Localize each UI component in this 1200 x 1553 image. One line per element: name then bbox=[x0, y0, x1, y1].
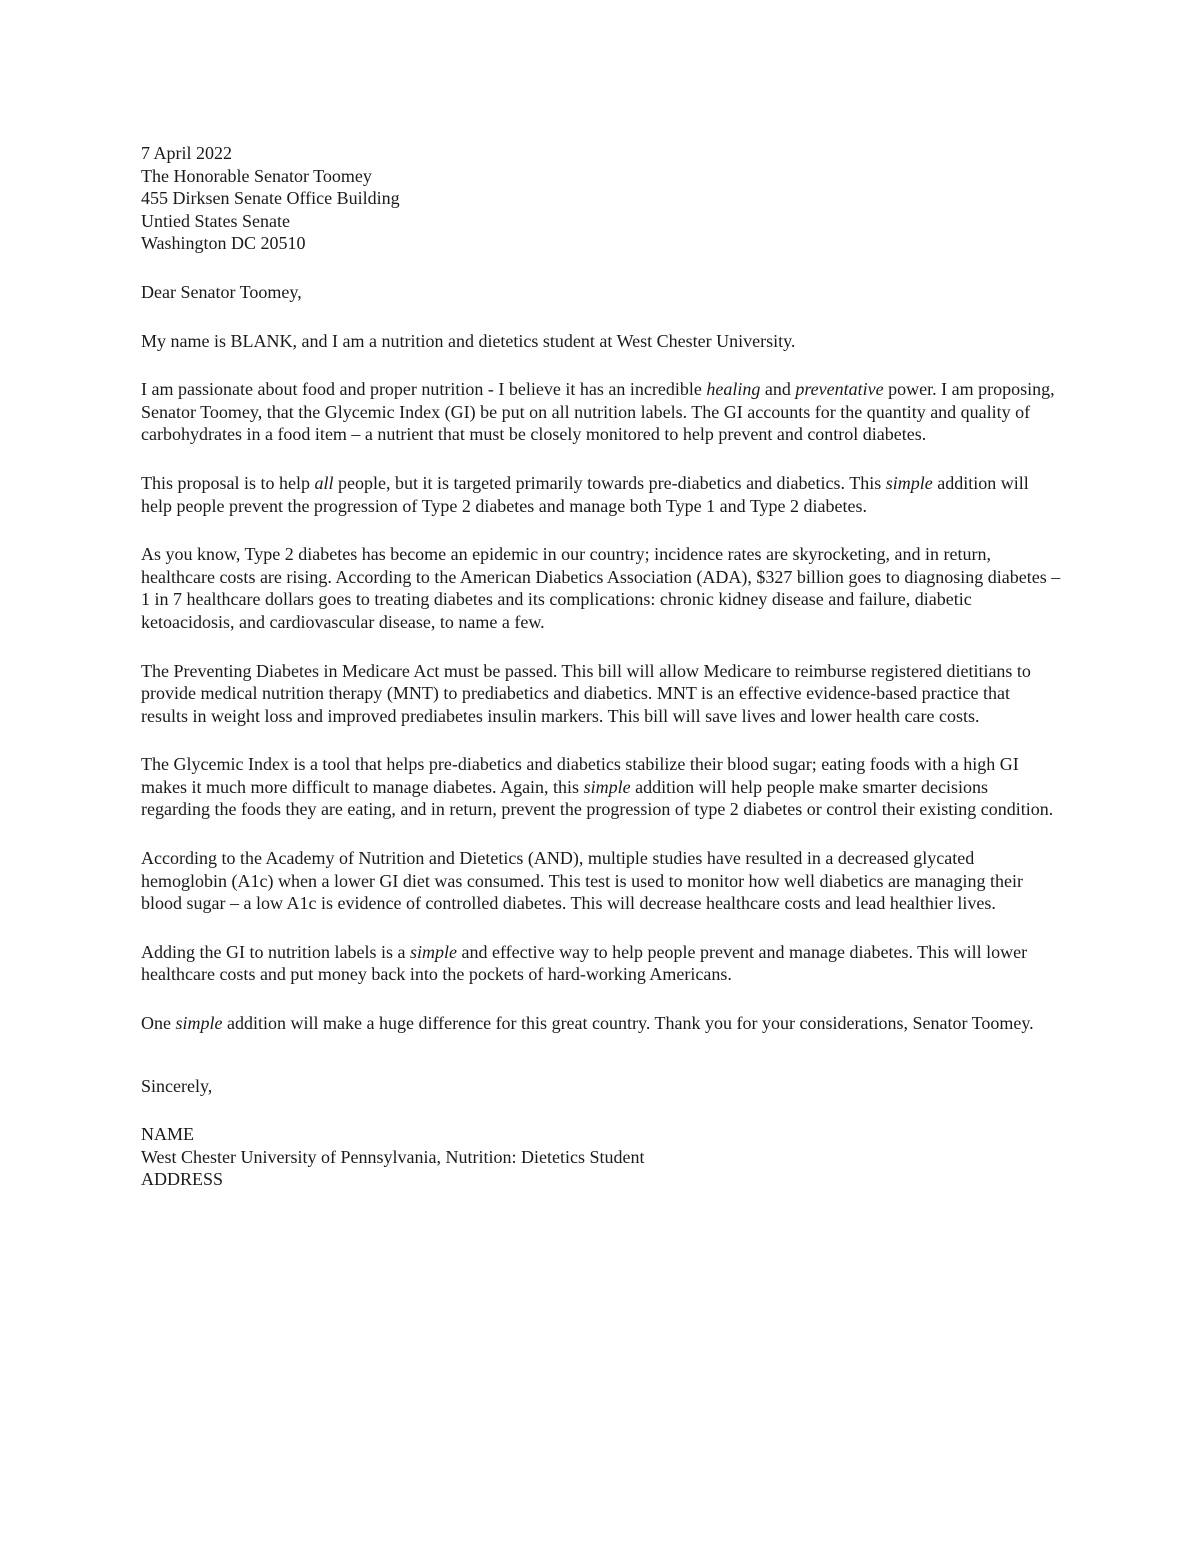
paragraph-epidemic: As you know, Type 2 diabetes has become an epidemic in our country; incidence rates are skyrocketing, and in return, healthcare costs are rising. According to the American Diabetics Association (ADA), $327 billion goes to diagnosing diabetes – 1 in 7 healthcare dollars goes to treating diabetes and its complications: chronic kidney disease and failure, diabetic ketoacidosis, and cardiovascular disease, to name a few. bbox=[141, 544, 1061, 632]
paragraph-labels bbox=[141, 941, 1061, 986]
p2-text-b: and bbox=[760, 379, 796, 400]
p9-text-a: One bbox=[141, 1013, 176, 1034]
paragraph-proposal bbox=[141, 378, 1061, 446]
p8-emphasis-simple: simple bbox=[409, 941, 457, 962]
p3-emphasis-simple: simple bbox=[885, 472, 933, 493]
p6-text-b: addition will help people make smarter decisions regarding the foods they are eating, and in return, prevent the progression of type 2 diabetes or control their existing condition. bbox=[141, 776, 1054, 820]
paragraph-medicare-act: The Preventing Diabetes in Medicare Act must be passed. This bill will allow Medicare to reimburse registered dietitians to provide medical nutrition therapy (MNT) to prediabetics and diabetics. MNT is an effective evidence-based practice that results in weight loss and improved prediabetes insulin markers. This bill will save lives and lower health care costs. bbox=[141, 660, 1031, 726]
header-block bbox=[141, 142, 1061, 255]
recipient-street: 455 Dirksen Senate Office Building bbox=[141, 188, 400, 209]
signature-name: NAME bbox=[141, 1124, 194, 1145]
p9-text-b: addition will make a huge difference for this great country. Thank you for your considerations, Senator Toomey. bbox=[222, 1013, 1034, 1034]
recipient-city: Washington DC 20510 bbox=[141, 233, 306, 254]
paragraph-glycemic-index bbox=[141, 753, 1061, 821]
letter-date: 7 April 2022 bbox=[141, 143, 233, 163]
p3-text-c: addition will help people prevent the progression of Type 2 diabetes and manage both Type 1 and Type 2 diabetes. bbox=[141, 472, 1029, 516]
recipient-name: The Honorable Senator Toomey bbox=[141, 165, 372, 186]
p2-text-c: power. I am proposing, Senator Toomey, that the Glycemic Index (GI) be put on all nutrition labels. The GI accounts for the quantity and quality of carbohydrates in a food item – a nutrient that must be closely monitored to help prevent and control diabetes. bbox=[141, 379, 1055, 445]
recipient-org: Untied States Senate bbox=[141, 210, 290, 231]
paragraph-target bbox=[141, 472, 1061, 517]
p3-text-b: people, but it is targeted primarily towards pre-diabetics and diabetics. This bbox=[333, 472, 886, 493]
p8-text-a: Adding the GI to nutrition labels is a bbox=[141, 941, 410, 962]
letter-page bbox=[141, 142, 1061, 1191]
p9-emphasis-simple: simple bbox=[175, 1013, 223, 1034]
p3-text-a: This proposal is to help bbox=[141, 472, 315, 493]
p2-emphasis-healing: healing bbox=[706, 379, 761, 400]
signature-affiliation: West Chester University of Pennsylvania, Nutrition: Dietetics Student bbox=[141, 1146, 645, 1167]
p3-emphasis-all: all bbox=[314, 472, 334, 493]
paragraph-conclusion bbox=[141, 1012, 1061, 1035]
p6-text-a: The Glycemic Index is a tool that helps pre-diabetics and diabetics stabilize their blood sugar; eating foods with a high GI makes it much more difficult to manage diabetes. Again, this bbox=[141, 754, 1019, 797]
p8-text-b: and effective way to help people prevent and manage diabetes. This will lower healthcare costs and put money back into the pockets of hard-working Americans. bbox=[141, 941, 1028, 985]
signature-address: ADDRESS bbox=[141, 1169, 224, 1190]
signature-block bbox=[141, 1123, 1061, 1191]
p6-emphasis-simple: simple bbox=[583, 776, 631, 797]
salutation: Dear Senator Toomey, bbox=[141, 281, 302, 302]
paragraph-research: According to the Academy of Nutrition and Dietetics (AND), multiple studies have resulted in a decreased glycated hemoglobin (A1c) when a lower GI diet was consumed. This test is used to monitor how well diabetics are managing their blood sugar – a low A1c is evidence of controlled diabetes. This will decrease healthcare costs and lead healthier lives. bbox=[141, 848, 1023, 914]
p2-text-a: I am passionate about food and proper nutrition - I believe it has an incredible bbox=[141, 379, 707, 400]
closing: Sincerely, bbox=[141, 1075, 213, 1096]
paragraph-intro: My name is BLANK, and I am a nutrition and dietetics student at West Chester University. bbox=[141, 330, 796, 351]
p2-emphasis-preventative: preventative bbox=[795, 379, 884, 400]
